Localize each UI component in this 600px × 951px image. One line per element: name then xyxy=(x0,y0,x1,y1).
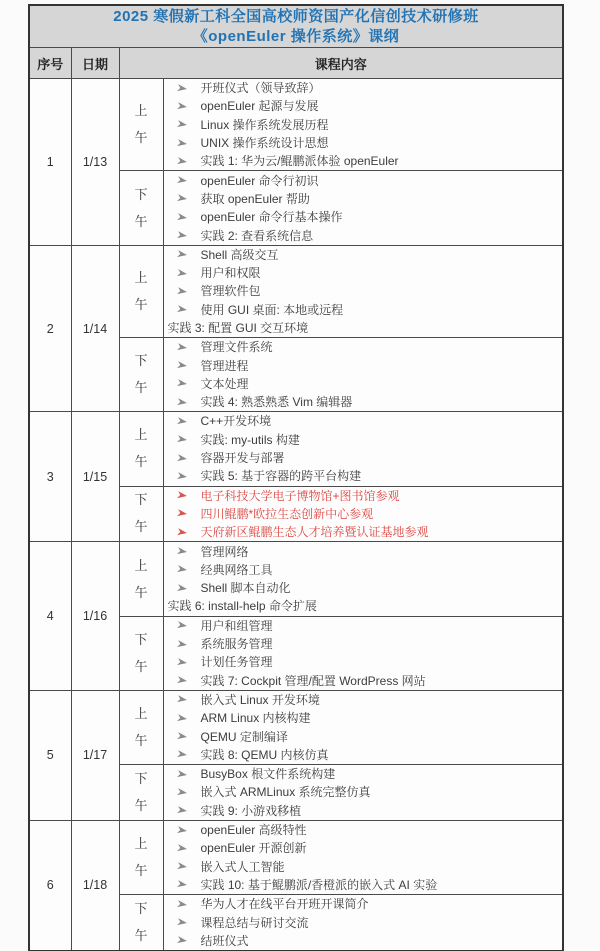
arrowhead-pointer-icon xyxy=(176,212,188,223)
period-cell xyxy=(119,895,163,951)
course-item-text: 使用 GUI 桌面: 本地或远程 xyxy=(200,302,344,317)
period-label xyxy=(120,104,163,145)
course-item xyxy=(164,431,563,449)
arrowhead-pointer-icon xyxy=(176,379,188,390)
course-item-text: 嵌入式 Linux 开发环境 xyxy=(200,692,320,707)
day-date-cell: 1/15 xyxy=(71,412,119,542)
session-items-cell xyxy=(163,616,563,690)
arrowhead-pointer-icon xyxy=(176,360,188,371)
session-items-cell xyxy=(163,79,563,171)
course-item xyxy=(164,635,563,653)
session-items-cell xyxy=(163,542,563,616)
course-item xyxy=(164,412,563,430)
course-item xyxy=(164,709,563,727)
period-cell xyxy=(119,171,163,245)
session-items-cell xyxy=(163,764,563,820)
arrowhead-pointer-icon xyxy=(176,175,188,186)
course-item-text: Linux 操作系统发展历程 xyxy=(200,117,329,132)
day-number-cell: 5 xyxy=(29,690,71,820)
course-item-text: 实践 9: 小游戏移植 xyxy=(200,803,302,818)
session-items-cell xyxy=(163,486,563,542)
course-item xyxy=(164,282,563,300)
period-label xyxy=(120,271,163,312)
course-item xyxy=(164,264,563,282)
session-row xyxy=(29,245,563,337)
period-char: 午 xyxy=(134,296,148,312)
arrowhead-pointer-icon xyxy=(176,769,188,780)
course-item xyxy=(164,116,563,134)
arrowhead-pointer-icon xyxy=(176,156,188,167)
course-item-text: 实践: my-utils 构建 xyxy=(200,432,300,447)
course-item xyxy=(164,246,563,264)
course-item xyxy=(164,857,563,875)
course-item-text: openEuler 命令行基本操作 xyxy=(200,210,343,225)
period-char: 下 xyxy=(134,186,148,202)
course-item-text: 实践 4: 熟悉熟悉 Vim 编辑器 xyxy=(200,395,353,410)
title-line-2: 《openEuler 操作系统》课纲 xyxy=(192,27,400,45)
session-items-cell xyxy=(163,171,563,245)
course-item xyxy=(164,597,563,615)
column-header-content: 课程内容 xyxy=(119,48,563,79)
course-item xyxy=(164,505,563,523)
session-row xyxy=(29,542,563,616)
period-char: 午 xyxy=(134,862,148,878)
course-item-text: 系统服务管理 xyxy=(200,637,273,652)
course-item-text: BusyBox 根文件系统构建 xyxy=(200,767,336,782)
course-item xyxy=(164,672,563,690)
column-header-row xyxy=(29,48,563,79)
document-title xyxy=(29,5,563,48)
course-item-text: Shell 脚本自动化 xyxy=(200,581,291,596)
period-label xyxy=(120,354,163,395)
period-cell xyxy=(119,542,163,616)
arrowhead-pointer-icon xyxy=(176,731,188,742)
course-item xyxy=(164,375,563,393)
course-item xyxy=(164,190,563,208)
session-row xyxy=(29,79,563,171)
day-number-cell: 4 xyxy=(29,542,71,690)
arrowhead-pointer-icon xyxy=(176,490,188,501)
period-char: 下 xyxy=(134,631,148,647)
arrowhead-pointer-icon xyxy=(176,453,188,464)
arrowhead-pointer-icon xyxy=(176,917,188,928)
day-number-cell: 3 xyxy=(29,412,71,542)
course-item-text: 获取 openEuler 帮助 xyxy=(200,191,310,206)
course-item-text: 计划任务管理 xyxy=(200,655,273,670)
column-header-date: 日期 xyxy=(71,48,119,79)
course-item xyxy=(164,226,563,244)
course-item-text: 开班仪式（领导致辞） xyxy=(200,81,321,96)
day-date-cell: 1/18 xyxy=(71,820,119,951)
arrowhead-pointer-icon xyxy=(176,657,188,668)
course-item xyxy=(164,542,563,560)
arrowhead-pointer-icon xyxy=(176,138,188,149)
course-item-text: 管理软件包 xyxy=(200,284,261,299)
period-char: 上 xyxy=(134,705,148,721)
period-char: 午 xyxy=(134,797,148,813)
title-line-1: 2025 寒假新工科全国高校师资国产化信创技术研修班 xyxy=(113,7,479,25)
course-item xyxy=(164,393,563,411)
day-number-cell: 6 xyxy=(29,820,71,951)
period-char: 午 xyxy=(134,454,148,470)
session-items-cell xyxy=(163,895,563,951)
course-item-text: 实践 10: 基于鲲鹏派/香橙派的嵌入式 AI 实验 xyxy=(200,877,438,892)
period-char: 午 xyxy=(134,213,148,229)
course-item xyxy=(164,727,563,745)
session-row xyxy=(29,412,563,486)
session-items-cell xyxy=(163,690,563,764)
course-item xyxy=(164,319,563,337)
arrowhead-pointer-icon xyxy=(176,639,188,650)
arrowhead-pointer-icon xyxy=(176,935,188,946)
arrowhead-pointer-icon xyxy=(176,416,188,427)
course-item-text: 嵌入式 ARMLinux 系统完整仿真 xyxy=(200,785,371,800)
period-char: 午 xyxy=(134,658,148,674)
period-cell xyxy=(119,616,163,690)
course-item-text: ARM Linux 内核构建 xyxy=(200,711,311,726)
arrowhead-pointer-icon xyxy=(176,101,188,112)
arrowhead-pointer-icon xyxy=(176,249,188,260)
period-char: 下 xyxy=(134,901,148,916)
day-date-cell: 1/17 xyxy=(71,690,119,820)
course-item-text: 管理进程 xyxy=(200,358,249,373)
arrowhead-pointer-icon xyxy=(176,695,188,706)
course-item-text: QEMU 定制编译 xyxy=(200,729,288,744)
course-item xyxy=(164,691,563,709)
day-number-cell: 2 xyxy=(29,245,71,412)
period-cell xyxy=(119,79,163,171)
period-char: 午 xyxy=(134,928,148,943)
period-label xyxy=(120,837,163,878)
column-header-no: 序号 xyxy=(29,48,71,79)
period-char: 上 xyxy=(134,835,148,851)
course-item-text: 实践 5: 基于容器的跨平台构建 xyxy=(200,469,362,484)
course-item xyxy=(164,913,563,931)
course-item xyxy=(164,932,563,950)
course-item xyxy=(164,356,563,374)
course-item-text: 管理网络 xyxy=(200,544,249,559)
arrowhead-pointer-icon xyxy=(176,861,188,872)
course-item xyxy=(164,523,563,541)
arrowhead-pointer-icon xyxy=(176,880,188,891)
course-item-text: 容器开发与部署 xyxy=(200,451,285,466)
course-item xyxy=(164,467,563,485)
period-char: 上 xyxy=(134,103,148,119)
course-item xyxy=(164,561,563,579)
period-char: 上 xyxy=(134,269,148,285)
session-items-cell xyxy=(163,245,563,337)
period-char: 上 xyxy=(134,427,148,443)
arrowhead-pointer-icon xyxy=(176,675,188,686)
period-cell xyxy=(119,486,163,542)
course-item-text: openEuler 开源创新 xyxy=(200,841,307,856)
arrowhead-pointer-icon xyxy=(176,119,188,130)
arrowhead-pointer-icon xyxy=(176,583,188,594)
period-label xyxy=(120,559,163,600)
period-char: 下 xyxy=(134,770,148,786)
title-row xyxy=(29,5,563,48)
period-char: 上 xyxy=(134,557,148,573)
arrowhead-pointer-icon xyxy=(176,434,188,445)
arrowhead-pointer-icon xyxy=(176,749,188,760)
course-item xyxy=(164,765,563,783)
course-schedule-table xyxy=(28,4,564,951)
course-item-text: 实践 1: 华为云/鲲鹏派体验 openEuler xyxy=(200,154,399,169)
arrowhead-pointer-icon xyxy=(176,342,188,353)
course-item xyxy=(164,895,563,913)
day-date-cell: 1/16 xyxy=(71,542,119,690)
course-item-text: UNIX 操作系统设计思想 xyxy=(200,136,329,151)
arrowhead-pointer-icon xyxy=(176,268,188,279)
period-cell xyxy=(119,338,163,412)
arrowhead-pointer-icon xyxy=(176,509,188,520)
period-label xyxy=(120,902,163,943)
course-item xyxy=(164,97,563,115)
period-label xyxy=(120,493,163,534)
day-date-cell: 1/14 xyxy=(71,245,119,412)
course-item-text: openEuler 高级特性 xyxy=(200,823,307,838)
course-item-text: 用户和权限 xyxy=(200,266,261,281)
course-item xyxy=(164,208,563,226)
arrowhead-pointer-icon xyxy=(176,83,188,94)
course-item-text: 实践 7: Cockpit 管理/配置 WordPress 网站 xyxy=(200,673,426,688)
period-char: 午 xyxy=(134,584,148,600)
arrowhead-pointer-icon xyxy=(176,286,188,297)
day-number-cell: 1 xyxy=(29,79,71,246)
period-label xyxy=(120,707,163,748)
course-item xyxy=(164,338,563,356)
period-char: 午 xyxy=(134,380,148,396)
course-item xyxy=(164,821,563,839)
session-row xyxy=(29,820,563,894)
arrowhead-pointer-icon xyxy=(176,471,188,482)
arrowhead-pointer-icon xyxy=(176,527,188,538)
day-date-cell: 1/13 xyxy=(71,79,119,246)
arrowhead-pointer-icon xyxy=(176,546,188,557)
period-label xyxy=(120,428,163,469)
course-item xyxy=(164,449,563,467)
course-item xyxy=(164,653,563,671)
period-label xyxy=(120,188,163,229)
course-item-text: 结班仪式 xyxy=(200,933,249,948)
arrowhead-pointer-icon xyxy=(176,843,188,854)
course-item-text: 电子科技大学电子博物馆+图书馆参观 xyxy=(200,488,400,503)
period-char: 下 xyxy=(134,353,148,369)
course-item xyxy=(164,746,563,764)
arrowhead-pointer-icon xyxy=(176,304,188,315)
period-cell xyxy=(119,245,163,337)
course-item xyxy=(164,134,563,152)
course-item-text: 管理文件系统 xyxy=(200,340,273,355)
period-char: 午 xyxy=(134,130,148,146)
course-item xyxy=(164,783,563,801)
course-item-text: openEuler 命令行初识 xyxy=(200,173,319,188)
arrowhead-pointer-icon xyxy=(176,805,188,816)
course-item xyxy=(164,876,563,894)
arrowhead-pointer-icon xyxy=(176,787,188,798)
arrowhead-pointer-icon xyxy=(176,620,188,631)
course-item xyxy=(164,79,563,97)
course-item xyxy=(164,171,563,189)
course-item-text: Shell 高级交互 xyxy=(200,247,279,262)
period-cell xyxy=(119,690,163,764)
course-item-text: 实践 2: 查看系统信息 xyxy=(200,228,314,243)
course-item-text: 文本处理 xyxy=(200,376,249,391)
course-item-text: 经典网络工具 xyxy=(200,562,273,577)
session-items-cell xyxy=(163,820,563,894)
arrowhead-pointer-icon xyxy=(176,397,188,408)
course-item-text: openEuler 起源与发展 xyxy=(200,99,319,114)
course-item-text: 四川鲲鹏*欧拉生态创新中心参观 xyxy=(200,506,374,521)
course-item-text: 实践 6: install-help 命令扩展 xyxy=(167,599,317,614)
course-item-text: 课程总结与研讨交流 xyxy=(200,915,309,930)
course-item-text: 华为人才在线平台开班开课简介 xyxy=(200,897,369,912)
course-item-text: 实践 3: 配置 GUI 交互环境 xyxy=(167,321,309,335)
course-item xyxy=(164,487,563,505)
period-cell xyxy=(119,820,163,894)
course-item-text: 嵌入式人工智能 xyxy=(200,859,285,874)
arrowhead-pointer-icon xyxy=(176,899,188,910)
arrowhead-pointer-icon xyxy=(176,564,188,575)
course-item-text: C++开发环境 xyxy=(200,414,272,429)
course-item xyxy=(164,839,563,857)
arrowhead-pointer-icon xyxy=(176,825,188,836)
period-cell xyxy=(119,764,163,820)
course-item-text: 实践 8: QEMU 内核仿真 xyxy=(200,747,329,762)
course-item xyxy=(164,617,563,635)
arrowhead-pointer-icon xyxy=(176,713,188,724)
arrowhead-pointer-icon xyxy=(176,230,188,241)
period-cell xyxy=(119,412,163,486)
period-char: 午 xyxy=(134,732,148,748)
period-label xyxy=(120,772,163,813)
session-items-cell xyxy=(163,412,563,486)
period-char: 下 xyxy=(134,492,148,508)
course-item xyxy=(164,301,563,319)
session-items-cell xyxy=(163,338,563,412)
course-item-text: 天府新区鲲鹏生态人才培养暨认证基地参观 xyxy=(200,525,429,540)
arrowhead-pointer-icon xyxy=(176,194,188,205)
course-item-text: 用户和组管理 xyxy=(200,618,273,633)
session-row xyxy=(29,690,563,764)
period-char: 午 xyxy=(134,519,148,535)
course-item xyxy=(164,802,563,820)
course-item xyxy=(164,579,563,597)
course-item xyxy=(164,152,563,170)
period-label xyxy=(120,633,163,674)
